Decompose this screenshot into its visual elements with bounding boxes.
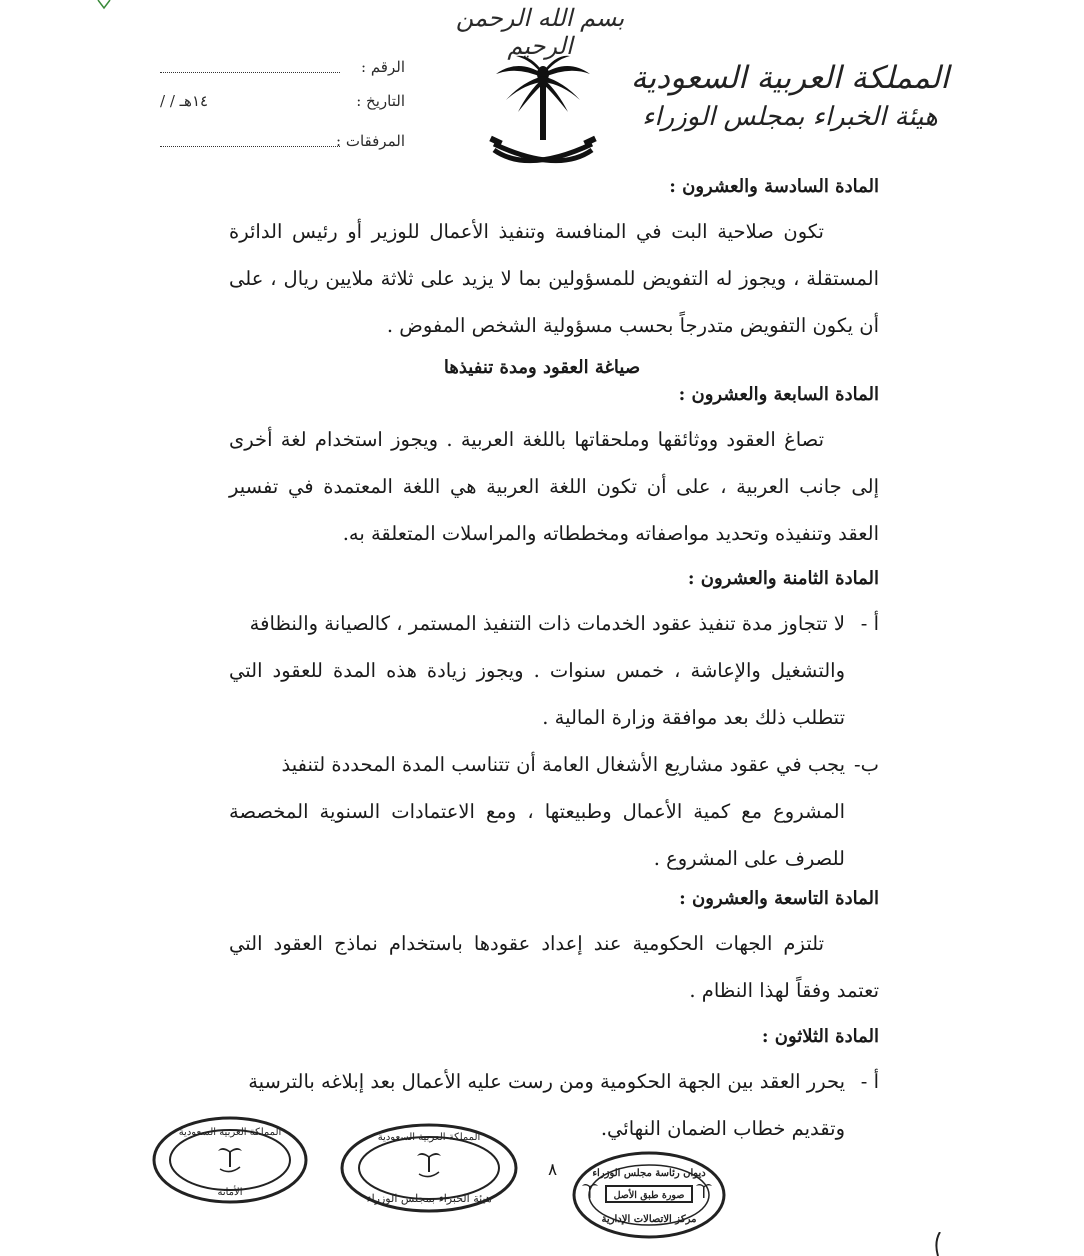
attachments-line [160, 146, 340, 147]
article-28-item-b [229, 741, 879, 882]
item-b-first-line: يجب في عقود مشاريع الأشغال العامة أن تتناسب المدة المحددة لتنفيذ [281, 753, 845, 776]
item-a-marker: أ - [860, 612, 879, 635]
org-name-line1: المملكة العربية السعودية [630, 60, 949, 96]
reference-number-field [160, 58, 405, 84]
article-29-text: تلتزم الجهات الحكومية عند إعداد عقودها باستخدام نماذج العقود التي تعتمد وفقاً لهذا النظام . [229, 932, 879, 1002]
date-field [160, 92, 405, 118]
article-29-title: المادة التاسعة والعشرون : [679, 888, 879, 909]
reference-line [160, 72, 340, 73]
stamp-right-line2: صورة طبق الأصل [613, 1190, 685, 1201]
item-a-first-line: يحرر العقد بين الجهة الحكومية ومن رست عليه الأعمال بعد إبلاغه بالترسية [248, 1070, 845, 1093]
item-b-continuation: المشروع مع كمية الأعمال وطبيعتها ، ومع الاعتمادات السنوية المخصصة للصرف على المشروع . [229, 800, 845, 870]
reference-label: الرقم : [361, 58, 405, 76]
article-28-item-a [229, 600, 879, 741]
item-a-continuation: وتقديم خطاب الضمان النهائي. [600, 1117, 845, 1140]
letterhead-organization [631, 60, 949, 132]
stamp-center-outer-text: المملكة العربية السعودية [377, 1132, 481, 1143]
corner-edge-mark [930, 1232, 944, 1256]
article-30-item-a [229, 1058, 879, 1152]
item-a-first-line: لا تتجاوز مدة تنفيذ عقود الخدمات ذات التنفيذ المستمر ، كالصيانة والنظافة [249, 612, 845, 635]
section-title: صياغة العقود ومدة تنفيذها [443, 357, 641, 378]
official-stamp-center [338, 1122, 520, 1214]
org-name-line2: هيئة الخبراء بمجلس الوزراء [642, 102, 938, 132]
date-value: / / ١٤هـ [160, 92, 209, 110]
stamp-center-inner-text: هيئة الخبراء بمجلس الوزراء [366, 1192, 492, 1205]
official-stamp-right [570, 1150, 728, 1240]
date-label: التاريخ : [356, 92, 405, 110]
article-27-title: المادة السابعة والعشرون : [678, 384, 879, 405]
stamp-right-line1: ديوان رئاسة مجلس الوزراء [592, 1168, 706, 1179]
item-a-continuation: والتشغيل والإعاشة ، خمس سنوات . ويجوز زيادة هذه المدة للعقود التي تتطلب ذلك بعد موافقة وزارة المالية . [229, 659, 845, 729]
attachments-label: المرفقات : [336, 132, 405, 150]
basmala: بسم الله الرحمن الرحيم [455, 4, 625, 60]
corner-edge-mark [96, 0, 112, 10]
palm-swords-emblem-icon [488, 52, 598, 182]
page-number: ٨ [548, 1160, 558, 1180]
article-30-title: المادة الثلاثون : [761, 1026, 879, 1047]
article-27-text: تصاغ العقود ووثائقها وملحقاتها باللغة العربية . ويجوز استخدام لغة أخرى إلى جانب العربية ، على أن تكون اللغة العربية هي اللغة المعتمدة في تفسير العقد وتنفيذه وتحديد مواصفاته ومخططاته والمراسلات المتعلقة به. [229, 428, 879, 545]
stamp-right-line3: مركز الاتصالات الإدارية [601, 1214, 697, 1225]
item-a-marker: أ - [860, 1070, 879, 1093]
article-26-text: تكون صلاحية البت في المنافسة وتنفيذ الأعمال للوزير أو رئيس الدائرة المستقلة ، ويجوز له التفويض للمسؤولين بما لا يزيد على ثلاثة ملايين ريال ، على أن يكون التفويض متدرجاً بحسب مسؤولية الشخص المفوض . [229, 220, 879, 337]
article-26-title: المادة السادسة والعشرون : [669, 176, 879, 197]
official-stamp-left [150, 1115, 310, 1205]
stamp-left-outer-text: المملكة العربية السعودية [178, 1127, 282, 1138]
article-28-title: المادة الثامنة والعشرون : [687, 568, 879, 589]
item-b-marker: ب- [854, 753, 879, 776]
attachments-field [160, 132, 405, 158]
stamp-left-inner-text: الأمانة [217, 1187, 243, 1198]
